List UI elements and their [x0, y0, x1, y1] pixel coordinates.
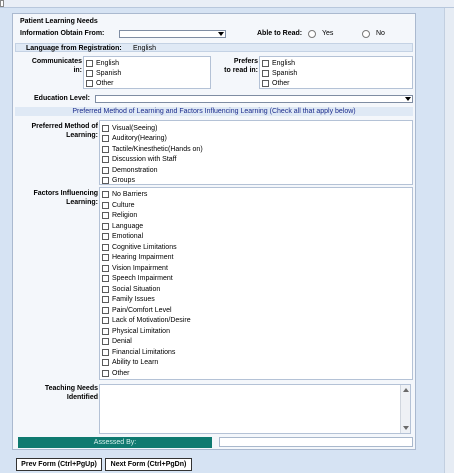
prefers-read-option[interactable]: Other	[262, 78, 290, 88]
preferred-method-option[interactable]: Tactile/Kinesthetic(Hands on)	[102, 144, 203, 154]
able-to-read-yes-radio[interactable]	[308, 30, 316, 38]
checkbox[interactable]	[102, 156, 109, 163]
checkbox[interactable]	[102, 275, 109, 282]
section-title: Patient Learning Needs	[20, 18, 98, 25]
checkbox[interactable]	[102, 349, 109, 356]
scroll-down-icon[interactable]	[403, 426, 409, 430]
checkbox[interactable]	[102, 125, 109, 132]
factor-option[interactable]: Other	[102, 368, 130, 378]
assessed-by-label: Assessed By:	[18, 437, 212, 448]
checkbox[interactable]	[102, 307, 109, 314]
teaching-needs-textarea[interactable]	[99, 384, 411, 434]
checkbox[interactable]	[102, 223, 109, 230]
checkbox[interactable]	[102, 167, 109, 174]
factor-option[interactable]: Social Situation	[102, 284, 160, 294]
window-right-edge	[444, 8, 454, 473]
prefers-read-options-box	[259, 56, 413, 89]
factor-option[interactable]: Vision Impairment	[102, 263, 168, 273]
language-registration-value: English	[133, 45, 156, 52]
communicates-options-box	[83, 56, 211, 89]
factor-option[interactable]: Emotional	[102, 232, 143, 242]
factor-option[interactable]: Religion	[102, 211, 137, 221]
factor-option[interactable]: Hearing Impairment	[102, 253, 173, 263]
preferred-method-option[interactable]: Demonstration	[102, 165, 158, 175]
factor-option[interactable]: Financial Limitations	[102, 347, 175, 357]
prefers-read-option[interactable]: English	[262, 58, 295, 68]
factor-option[interactable]: Language	[102, 221, 143, 231]
prefers-read-label: Prefers to read in:	[224, 58, 258, 74]
checkbox[interactable]	[102, 233, 109, 240]
factor-option[interactable]: Speech Impairment	[102, 274, 173, 284]
language-registration-label: Language from Registration:	[26, 45, 122, 52]
checkbox[interactable]	[102, 146, 109, 153]
checkbox[interactable]	[102, 254, 109, 261]
checkbox[interactable]	[102, 135, 109, 142]
able-to-read-label: Able to Read:	[257, 30, 303, 37]
preferred-method-options-box	[99, 120, 413, 185]
able-to-read-yes-label: Yes	[322, 30, 334, 37]
preferred-method-option[interactable]: Auditory(Hearing)	[102, 134, 167, 144]
communicates-option[interactable]: Spanish	[86, 68, 121, 78]
checkbox[interactable]	[102, 265, 109, 272]
checkbox[interactable]	[86, 80, 93, 87]
checkbox[interactable]	[86, 60, 93, 67]
checkbox[interactable]	[102, 296, 109, 303]
checkbox[interactable]	[262, 80, 269, 87]
factor-option[interactable]: Denial	[102, 337, 132, 347]
preferred-method-option[interactable]: Visual(Seeing)	[102, 123, 157, 133]
teaching-needs-scrollbar[interactable]	[400, 385, 410, 433]
prefers-read-option[interactable]: Spanish	[262, 68, 297, 78]
top-toolbar-strip	[0, 0, 454, 8]
teaching-needs-label: Teaching Needs Identified	[44, 385, 98, 401]
checkbox[interactable]	[262, 70, 269, 77]
preferred-method-label: Preferred Method of Learning:	[31, 123, 98, 139]
able-to-read-no-radio[interactable]	[362, 30, 370, 38]
assessed-by-field[interactable]	[219, 437, 413, 447]
checkbox[interactable]	[102, 202, 109, 209]
info-obtain-label: Information Obtain From:	[20, 30, 105, 37]
checkbox[interactable]	[102, 177, 109, 184]
checkbox[interactable]	[102, 328, 109, 335]
preferred-method-option[interactable]: Groups	[102, 176, 135, 186]
checkbox[interactable]	[102, 286, 109, 293]
factor-option[interactable]: Ability to Learn	[102, 358, 158, 368]
learning-instructions-banner: Preferred Method of Learning and Factors Influencing Learning (Check all that apply below)	[15, 107, 413, 116]
scroll-up-icon[interactable]	[403, 388, 409, 392]
checkbox[interactable]	[102, 212, 109, 219]
checkbox[interactable]	[102, 338, 109, 345]
factor-option[interactable]: Physical Limitation	[102, 326, 170, 336]
education-level-dropdown[interactable]	[95, 95, 413, 103]
factor-option[interactable]: Family Issues	[102, 295, 155, 305]
next-form-button[interactable]: Next Form (Ctrl+PgDn)	[105, 458, 192, 471]
factor-option[interactable]: Culture	[102, 200, 135, 210]
able-to-read-no-label: No	[376, 30, 385, 37]
checkbox[interactable]	[86, 70, 93, 77]
checkbox[interactable]	[102, 359, 109, 366]
prev-form-button[interactable]: Prev Form (Ctrl+PgUp)	[16, 458, 102, 471]
communicates-option[interactable]: English	[86, 58, 119, 68]
factor-option[interactable]: Cognitive Limitations	[102, 242, 177, 252]
checkbox[interactable]	[102, 317, 109, 324]
checkbox[interactable]	[102, 244, 109, 251]
chevron-down-icon	[218, 32, 224, 36]
factor-option[interactable]: Pain/Comfort Level	[102, 305, 172, 315]
checkbox[interactable]	[102, 370, 109, 377]
factors-label: Factors Influencing Learning:	[33, 190, 98, 206]
checkbox[interactable]	[102, 191, 109, 198]
language-registration-row	[15, 43, 413, 52]
info-obtain-dropdown[interactable]	[119, 30, 226, 38]
communicates-option[interactable]: Other	[86, 78, 114, 88]
toolbar-selector[interactable]	[0, 0, 4, 7]
chevron-down-icon	[405, 97, 411, 101]
communicates-label: Communicates in:	[31, 58, 82, 74]
preferred-method-option[interactable]: Discussion with Staff	[102, 155, 176, 165]
factor-option[interactable]: No Barriers	[102, 190, 147, 200]
education-level-label: Education Level:	[34, 95, 91, 102]
checkbox[interactable]	[262, 60, 269, 67]
learning-needs-panel	[12, 13, 416, 450]
factors-options-box	[99, 187, 413, 380]
factor-option[interactable]: Lack of Motivation/Desire	[102, 316, 191, 326]
